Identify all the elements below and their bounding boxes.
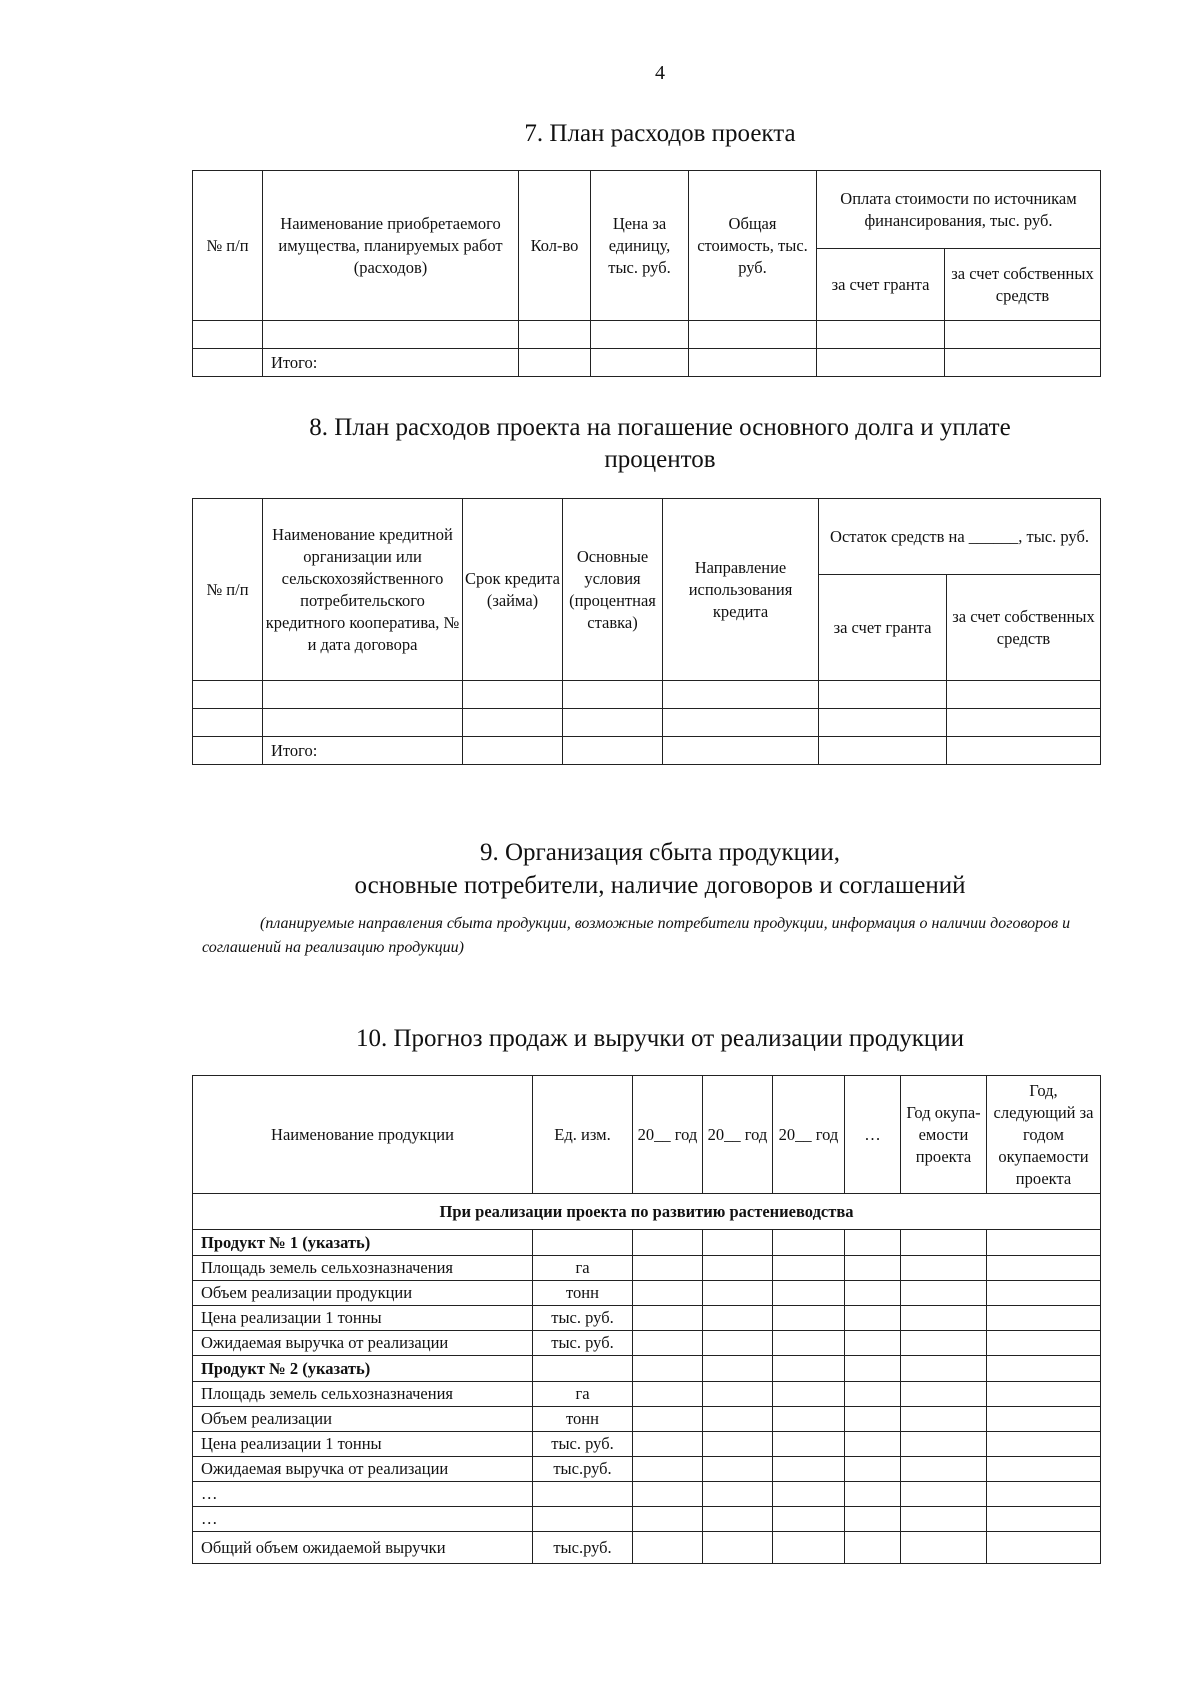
page-number: 4 xyxy=(655,62,665,84)
section-9-title-line2: основные потребители, наличие договоров и соглашений xyxy=(354,872,966,899)
total-row xyxy=(193,737,1101,765)
col-ellipsis-header: … xyxy=(845,1076,901,1194)
section-8-title-line2: процентов xyxy=(604,446,716,473)
total-row xyxy=(193,349,1101,377)
table-row: Объем реализации продукции тонн xyxy=(193,1281,1101,1306)
section-8-title-line1: 8. План расходов проекта на погашение основного долга и уплате xyxy=(309,414,1011,441)
sales-forecast-table xyxy=(192,1075,1101,1564)
crop-subheader: При реализации проекта по развитию растениеводства xyxy=(193,1194,1101,1230)
col-qty-header: Кол-во xyxy=(519,171,591,321)
total-label: Итого: xyxy=(263,349,519,377)
col-next-year-header: Год, следующий за годом окупаемости проекта xyxy=(987,1076,1101,1194)
col-payment-header: Оплата стоимости по источникам финансирования, тыс. руб. xyxy=(817,171,1101,249)
col-num-header: № п/п xyxy=(193,171,263,321)
section-9-note: (планируемые направления сбыта продукции, возможные потребители продукции, информация о наличии договоров и соглашений на реализацию продукции) xyxy=(202,915,1071,956)
col-payback-year-header: Год окупа-емости проекта xyxy=(901,1076,987,1194)
table-row xyxy=(193,321,1101,349)
col-year3-header: 20__ год xyxy=(773,1076,845,1194)
col-unit-header: Ед. изм. xyxy=(533,1076,633,1194)
total-label: Итого: xyxy=(263,737,463,765)
col-year1-header: 20__ год xyxy=(633,1076,703,1194)
table-row: Цена реализации 1 тонны тыс. руб. xyxy=(193,1306,1101,1331)
section-10-title: 10. Прогноз продаж и выручки от реализации продукции xyxy=(356,1025,964,1052)
col-own-header: за счет собственных средств xyxy=(945,249,1101,321)
table-row: Ожидаемая выручка от реализации тыс. руб. xyxy=(193,1331,1101,1356)
col-num-header: № п/п xyxy=(193,499,263,681)
table-row: Объем реализации тонн xyxy=(193,1407,1101,1432)
col-direction-header: Направление использования кредита xyxy=(663,499,819,681)
section-7-title: 7. План расходов проекта xyxy=(524,120,796,147)
col-own-header: за счет собственных средств xyxy=(947,575,1101,681)
col-grant-header: за счет гранта xyxy=(817,249,945,321)
col-grant-header: за счет гранта xyxy=(819,575,947,681)
table-row: Площадь земель сельхозназначения га xyxy=(193,1256,1101,1281)
ellipsis-row: … xyxy=(193,1482,1101,1507)
col-name-header: Наименование приобретаемого имущества, планируемых работ (расходов) xyxy=(263,171,519,321)
col-org-header: Наименование кредитной организации или сельскохозяйственного потребительского кредитного кооператива, № и дата договора xyxy=(263,499,463,681)
table-row xyxy=(193,709,1101,737)
table-row: Цена реализации 1 тонны тыс. руб. xyxy=(193,1432,1101,1457)
ellipsis-row: … xyxy=(193,1507,1101,1532)
col-year2-header: 20__ год xyxy=(703,1076,773,1194)
col-total-header: Общая стоимость, тыс. руб. xyxy=(689,171,817,321)
table-row: Ожидаемая выручка от реализации тыс.руб. xyxy=(193,1457,1101,1482)
col-balance-header: Остаток средств на ______, тыс. руб. xyxy=(819,499,1101,575)
col-conditions-header: Основные условия (процентная ставка) xyxy=(563,499,663,681)
grand-total-row: Общий объем ожидаемой выручки тыс.руб. xyxy=(193,1532,1101,1564)
section-9-title-line1: 9. Организация сбыта продукции, xyxy=(479,839,841,866)
col-name-header: Наименование продукции xyxy=(193,1076,533,1194)
product-1-label: Продукт № 1 (указать) xyxy=(193,1230,533,1256)
table-row xyxy=(193,681,1101,709)
expense-plan-table xyxy=(192,170,1101,377)
col-price-header: Цена за единицу, тыс. руб. xyxy=(591,171,689,321)
loan-plan-table xyxy=(192,498,1101,765)
col-term-header: Срок кредита (займа) xyxy=(463,499,563,681)
product-2-label: Продукт № 2 (указать) xyxy=(193,1356,533,1382)
table-row: Площадь земель сельхозназначения га xyxy=(193,1382,1101,1407)
